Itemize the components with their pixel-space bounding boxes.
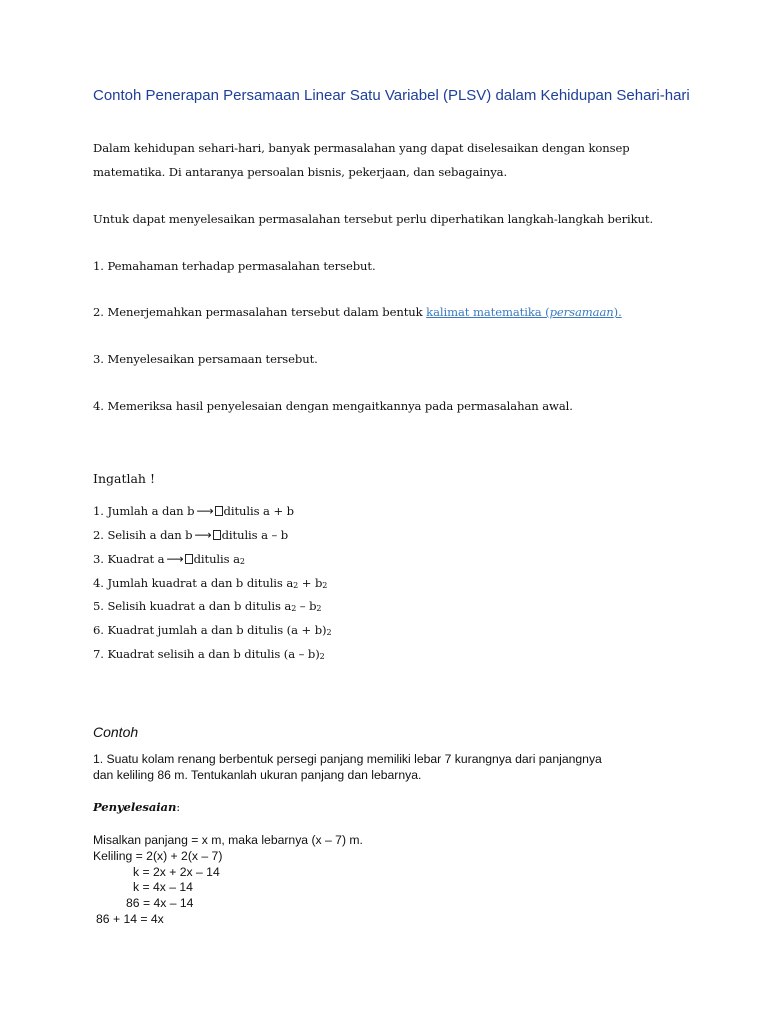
step-2-text: 2. Menerjemahkan permasalahan tersebut dalam bentuk <box>93 305 427 319</box>
problem-line-1: 1. Suatu kolam renang berbentuk persegi panjang memiliki lebar 7 kurangnya dari panjangnya <box>93 752 602 766</box>
problem-line-2: dan keliling 86 m. Tentukanlah ukuran panjang dan lebarnya. <box>93 768 422 782</box>
arrow-icon: ⟶ <box>194 528 212 542</box>
missing-glyph-box <box>185 554 193 564</box>
ingat-item-4: 4. Jumlah kuadrat a dan b ditulis a2 + b2 <box>93 576 328 590</box>
arrow-icon: ⟶ <box>196 504 214 518</box>
solution-line-6: 86 + 14 = 4x <box>96 912 164 926</box>
step-3: 3. Menyelesaikan persamaan tersebut. <box>93 352 318 366</box>
page-title: Contoh Penerapan Persamaan Linear Satu Variabel (PLSV) dalam Kehidupan Sehari-hari <box>93 87 690 104</box>
arrow-icon: ⟶ <box>166 552 184 566</box>
ingatlah-heading: Ingatlah ! <box>93 471 155 486</box>
missing-glyph-box <box>215 506 223 516</box>
step-2 <box>93 305 622 319</box>
intro-line-2: matematika. Di antaranya persoalan bisnis, pekerjaan, dan sebagainya. <box>93 165 508 179</box>
solution-line-5: 86 = 4x – 14 <box>126 896 194 910</box>
ingat-item-6: 6. Kuadrat jumlah a dan b ditulis (a + b)2 <box>93 623 332 637</box>
ingat-item-1: 1. Jumlah a dan b ⟶ ditulis a + b <box>93 504 294 518</box>
solution-line-3: k = 2x + 2x – 14 <box>133 865 220 879</box>
solution-line-2: Keliling = 2(x) + 2(x – 7) <box>93 849 223 863</box>
ingat-item-5: 5. Selisih kuadrat a dan b ditulis a2 – b2 <box>93 599 322 613</box>
solution-line-4: k = 4x – 14 <box>133 880 193 894</box>
kalimat-matematika-link[interactable]: kalimat matematika (persamaan). <box>426 305 622 319</box>
penyelesaian-label: Penyelesaian: <box>93 800 181 814</box>
ingat-item-2: 2. Selisih a dan b ⟶ ditulis a – b <box>93 528 289 542</box>
contoh-heading: Contoh <box>93 724 139 740</box>
solution-line-1: Misalkan panjang = x m, maka lebarnya (x – 7) m. <box>93 833 363 847</box>
step-4: 4. Memeriksa hasil penyelesaian dengan mengaitkannya pada permasalahan awal. <box>93 399 573 413</box>
missing-glyph-box <box>213 530 221 540</box>
ingat-item-7: 7. Kuadrat selisih a dan b ditulis (a – b)2 <box>93 647 325 661</box>
step-1: 1. Pemahaman terhadap permasalahan tersebut. <box>93 259 376 273</box>
steps-intro: Untuk dapat menyelesaikan permasalahan tersebut perlu diperhatikan langkah-langkah berikut. <box>93 212 654 226</box>
intro-line-1: Dalam kehidupan sehari-hari, banyak permasalahan yang dapat diselesaikan dengan konsep <box>93 141 630 155</box>
ingat-item-3: 3. Kuadrat a ⟶ ditulis a2 <box>93 552 245 566</box>
